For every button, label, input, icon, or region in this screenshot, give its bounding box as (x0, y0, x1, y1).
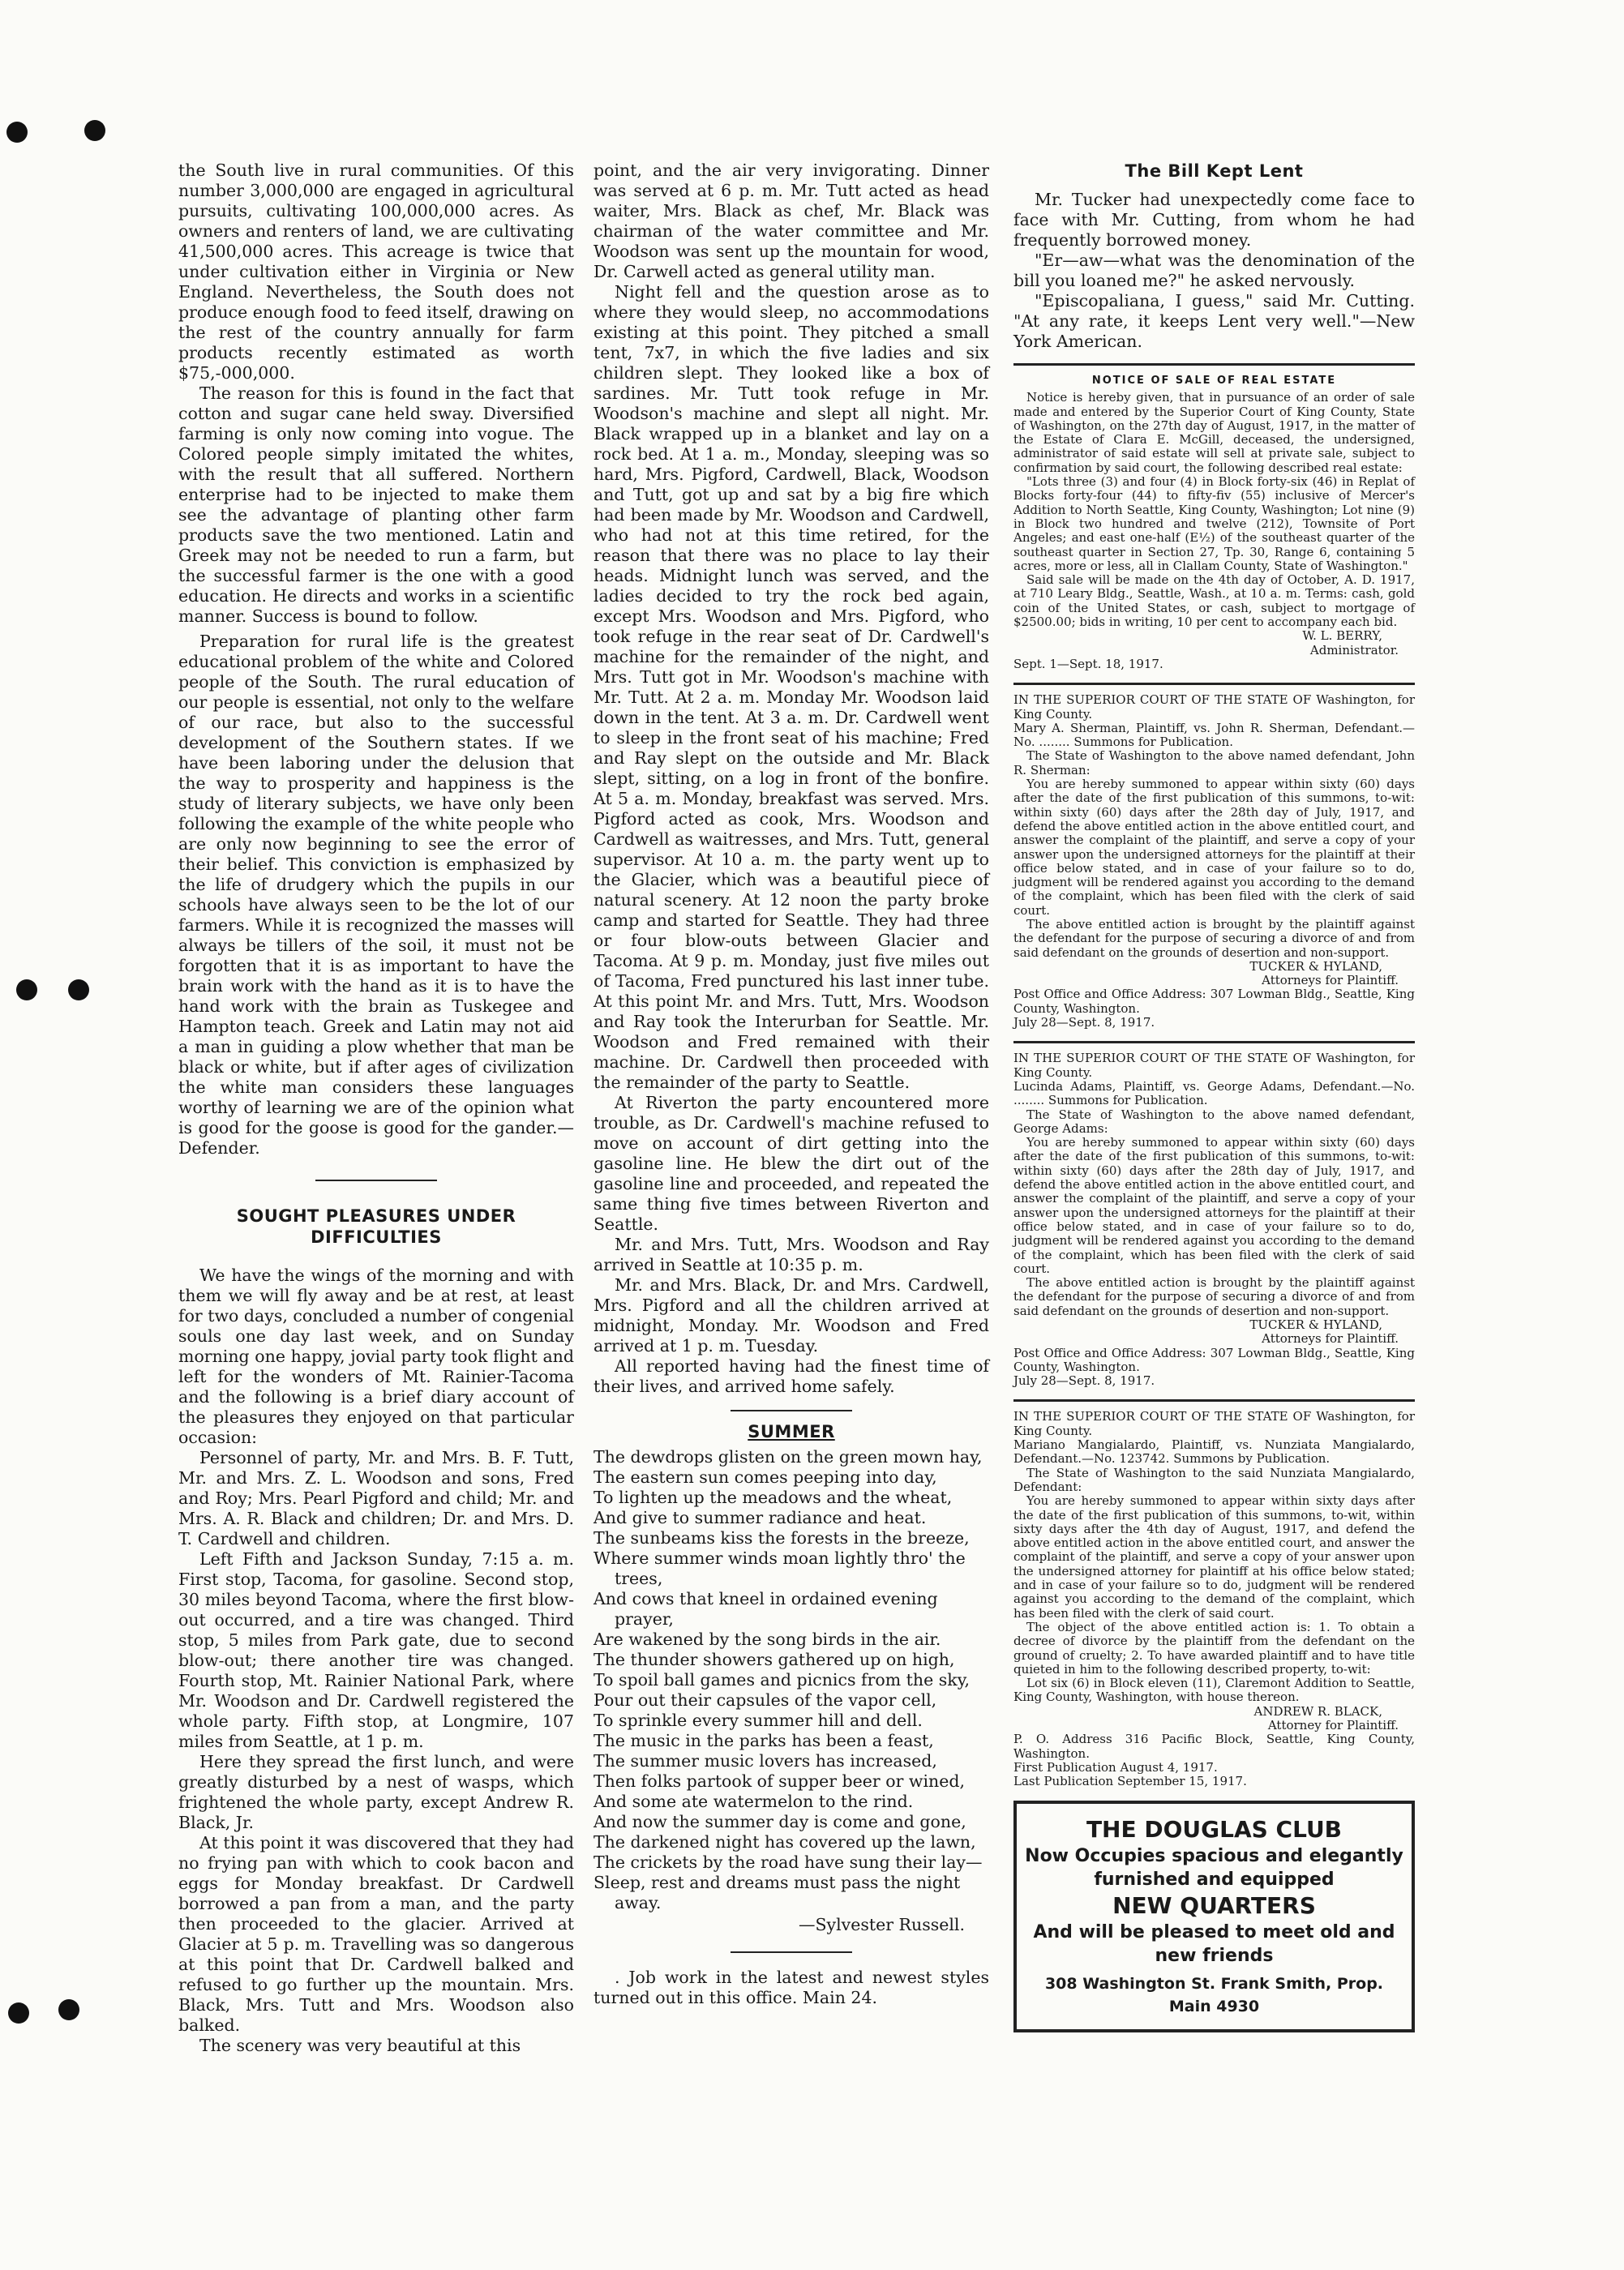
signature: TUCKER & HYLAND, (1249, 958, 1382, 974)
ad-line: Now Occupies spacious and elegantly furnished and equipped (1025, 1845, 1403, 1890)
article-paragraph: "Er—aw—what was the denomination of the bill you loaned me?" he asked nervously. (1013, 251, 1415, 290)
article-paragraph: Mr. Tucker had unexpectedly come face to face with Mr. Cutting, from whom he had frequently borrowed money. (1013, 190, 1415, 250)
publication-dates: Sept. 1—Sept. 18, 1917. (1013, 656, 1163, 671)
column-3 (1013, 161, 1415, 2032)
publication-dates: July 28—Sept. 8, 1917. (1013, 1373, 1155, 1389)
legal-paragraph: The object of the above entitled action is: 1. To obtain a decree of divorce by the plaintiff from the defendant on the ground of cruelty; 2. To have awarded plaintiff and to have title quieted in him to the following described property, to-wit: (1013, 1619, 1415, 1677)
case-line: Mary A. Sherman, Plaintiff, vs. John R. Sherman, Defendant.—No. ........ Summons for Publication. (1013, 720, 1415, 750)
ad-address: 308 Washington St. Frank Smith, Prop. (1044, 1974, 1384, 1993)
article-paragraph: The scenery was very beautiful at this (199, 2036, 521, 2055)
signature: TUCKER & HYLAND, (1249, 1317, 1382, 1332)
column-2 (593, 161, 989, 2008)
divider (1013, 1041, 1415, 1043)
article-heading: The Bill Kept Lent (1125, 161, 1304, 181)
divider (1013, 363, 1415, 366)
ad-phone: Main 4930 (1168, 1997, 1260, 2015)
signature: ANDREW R. BLACK, (1253, 1703, 1382, 1719)
poem-line: The dewdrops glisten on the green mown hay, (593, 1447, 983, 1467)
poem-line: The summer music lovers has increased, (593, 1751, 937, 1771)
publication-dates: Last Publication September 15, 1917. (1013, 1774, 1247, 1789)
poem (593, 1447, 989, 1935)
legal-paragraph: The State of Washington to the said Nunziata Mangialardo, Defendant: (1013, 1465, 1415, 1494)
article-paragraph: Personnel of party, Mr. and Mrs. B. F. Tutt, Mr. and Mrs. Z. L. Woodson and sons, Fred and Roy; Mrs. Pearl Pigford and child; Mr. and Mrs. A. R. Black and children; Dr. and Mrs. D. T. Cardwell and children. (178, 1448, 574, 1548)
punch-hole (16, 979, 37, 1000)
legal-paragraph: You are hereby summoned to appear within sixty (60) days after the date of the first publication of this summons, to-wit: within sixty (60) days after the 28th day of July, 1917, and defend the above entitled action in the above entitled court, and answer the complaint of the plaintiff, and serve a copy of your answer upon the undersigned attorneys for the plaintiff at their office below stated, and in case of your failure so to do, judgment will be rendered against you according to the demand of the complaint, which has been filed with the clerk of said court. (1013, 1135, 1415, 1276)
signature-title: Attorneys for Plaintiff. (1262, 973, 1399, 988)
legal-paragraph: The State of Washington to the above named defendant, John R. Sherman: (1013, 748, 1415, 777)
poem-line: To sprinkle every summer hill and dell. (593, 1711, 923, 1730)
divider (1013, 1399, 1415, 1402)
article-paragraph: "Episcopaliana, I guess," said Mr. Cutting. "At any rate, it keeps Lent very well."—New York American. (1013, 291, 1415, 351)
article-paragraph: the South live in rural communities. Of this number 3,000,000 are engaged in agricultural pursuits, cultivating 100,000,000 acres. As owners and renters of land, we are cultivating 41,500,000 acres. This acreage is twice that under cultivation either in Virginia or New England. Nevertheless, the South does not produce enough food to feed itself, drawing on the rest of the country annually for farm products recently estimated as worth $75,-000,000. (178, 161, 574, 383)
legal-paragraph: The above entitled action is brought by the plaintiff against the defendant for the purpose of securing a divorce of and from said defendant on the grounds of desertion and non-support. (1013, 916, 1415, 960)
publication-dates: First Publication August 4, 1917. (1013, 1759, 1218, 1775)
article-paragraph: All reported having had the finest time of their lives, and arrived home safely. (593, 1356, 989, 1396)
legal-notice-sherman (1013, 693, 1415, 1030)
signature-title: Administrator. (1309, 642, 1399, 657)
poem-line: To lighten up the meadows and the wheat, (593, 1488, 953, 1507)
punch-hole (8, 2002, 29, 2024)
punch-hole (6, 122, 28, 143)
poem-line: And give to summer radiance and heat. (593, 1508, 927, 1527)
court-heading: IN THE SUPERIOR COURT OF THE STATE OF Washington, for King County. (1013, 1051, 1415, 1080)
legal-paragraph: "Lots three (3) and four (4) in Block forty-six (46) in Replat of Blocks forty-four (44) to fifty-fiv (55) inclusive of Mercer's Addition to North Seattle, King County, Washington; Lot nine (9) in Block two hundred and twelve (212), Townsite of Port Angeles; and east one-half (E½) of the southeast quarter of the southeast quarter in Section 27, Tp. 30, Range 6, containing 5 acres, more or less, all in Clallam County, State of Washington." (1013, 474, 1415, 573)
legal-paragraph: The State of Washington to the above named defendant, George Adams: (1013, 1107, 1415, 1136)
legal-notice-mangialardo (1013, 1410, 1415, 1788)
legal-notice-real-estate (1013, 374, 1415, 671)
article-paragraph: Preparation for rural life is the greatest educational problem of the white and Colored people of the South. The rural education of our people is essential, not only to the welfare of our race, but also to the successful development of the Southern states. If we have been laboring under the delusion that the way to prosperity and happiness is the study of literary subjects, we have only been following the example of the white people who are only now beginning to see the error of their belief. This conviction is emphasized by the life of drudgery which the pupils in our schools have always seen to be the lot of our farmers. While it is recognized the masses will always be tillers of the soil, it must not be forgotten that it is as important to have the brain work with the hand as it is to have the hand work with the brain as Tuskegee and Hampton teach. Greek and Latin may not aid a man in guiding a plow whether that man be black or white, but if after ages of civilization the white man considers these languages worthy of learning we are of the opinion what is good for the goose is good for the gander.—Defender. (178, 632, 574, 1158)
poem-line: The music in the parks has been a feast, (593, 1731, 934, 1750)
poem-line: Where summer winds moan lightly thro' the trees, (593, 1548, 966, 1588)
punch-hole (58, 1999, 79, 2020)
legal-paragraph: Said sale will be made on the 4th day of October, A. D. 1917, at 710 Leary Bldg., Seattle, Wash., at 10 a. m. Terms: cash, gold coin of the United States, or cash, subject to mortgage of $2500.00; bids in writing, 10 per cent to accompany each bid. (1013, 572, 1415, 630)
article-heading: SOUGHT PLEASURES UNDER DIFFICULTIES (236, 1206, 516, 1247)
article-paragraph: Mr. and Mrs. Black, Dr. and Mrs. Cardwell, Mrs. Pigford and all the children arrived at midnight, Monday. Mr. Woodson and Fred arrived at 1 p. m. Tuesday. (593, 1275, 989, 1356)
signature-title: Attorneys for Plaintiff. (1262, 1331, 1399, 1347)
article-paragraph: Here they spread the first lunch, and were greatly disturbed by a nest of wasps, which frightened the whole party, except Andrew R. Black, Jr. (178, 1752, 574, 1832)
case-line: Mariano Mangialardo, Plaintiff, vs. Nunziata Mangialardo, Defendant.—No. 123742. Summons by Publication. (1013, 1437, 1415, 1467)
poem-line: The eastern sun comes peeping into day, (593, 1467, 937, 1487)
divider (1013, 683, 1415, 685)
article-paragraph: At this point it was discovered that they had no frying pan with which to cook bacon and eggs for Monday breakfast. Dr Cardwell borrowed a pan from a man, and the party then proceeded to the glacier. Arrived at Glacier at 5 p. m. Travelling was so dangerous at this point that Dr. Cardwell balked and refused to go further up the mountain. Mrs. Black, Mrs. Tutt and Mrs. Woodson also balked. (178, 1833, 574, 2035)
court-heading: IN THE SUPERIOR COURT OF THE STATE OF Washington, for King County. (1013, 1409, 1415, 1438)
poem-line: The thunder showers gathered up on high, (593, 1650, 955, 1669)
court-heading: IN THE SUPERIOR COURT OF THE STATE OF Washington, for King County. (1013, 692, 1415, 722)
legal-paragraph: The above entitled action is brought by the plaintiff against the defendant for the purpose of securing a divorce of and from said defendant on the grounds of desertion and non-support. (1013, 1275, 1415, 1318)
ad-line: And will be pleased to meet old and new friends (1033, 1921, 1395, 1966)
divider (315, 1180, 437, 1181)
legal-paragraph: Lot six (6) in Block eleven (11), Claremont Addition to Seattle, King County, Washington, with house thereon. (1013, 1676, 1415, 1705)
article-paragraph: Night fell and the question arose as to where they would sleep, no accommodations existing at this point. They pitched a small tent, 7x7, in which the five ladies and six children slept. They looked like a box of sardines. Mr. Tutt took refuge in Mr. Woodson's machine and slept all night. Mr. Black wrapped up in a blanket and lay on a rock bed. At 1 a. m., Monday, sleeping was so hard, Mrs. Pigford, Cardwell, Black, Woodson and Tutt, got up and sat by a big fire which had been made by Mr. Woodson and Cardwell, who had not at this time retired, for the reason that there was no place to lay their heads. Midnight lunch was served, and the ladies decided to try the rock bed again, except Mrs. Woodson and Mrs. Pigford, who took refuge in the rear seat of Dr. Cardwell's machine for the remainder of the night, and Mrs. Tutt got in Mr. Woodson's machine with Mr. Tutt. At 2 a. m. Monday Mr. Woodson laid down in the tent. At 3 a. m. Dr. Cardwell went to sleep in the front seat of his machine; Fred and Ray slept on the outside and Mr. Black slept, sitting, on a log in front of the bonfire. At 5 a. m. Monday, breakfast was served. Mrs. Pigford acted as cook, Mrs. Woodson and Cardwell as waitresses, and Mrs. Tutt, general supervisor. At 10 a. m. the party went up to the Glacier, which was a beautiful piece of natural scenery. At 12 noon the party broke camp and started for Seattle. They had three or four blow-outs between Glacier and Tacoma. At 9 p. m. Monday, just five miles out of Tacoma, Fred punctured his last inner tube. At this point Mr. and Mrs. Tutt, Mrs. Woodson and Ray took the Interurban for Seattle. Mr. Woodson and Fred remained with their machine. Dr. Cardwell then proceeded with the remainder of the party to Seattle. (593, 282, 989, 1092)
publication-dates: July 28—Sept. 8, 1917. (1013, 1015, 1155, 1030)
ad-title: THE DOUGLAS CLUB (1086, 1815, 1343, 1843)
poem-line: And some ate watermelon to the rind. (593, 1792, 914, 1811)
poem-author: —Sylvester Russell. (798, 1915, 965, 1934)
column-1 (178, 161, 574, 2056)
poem-line: To spoil ball games and picnics from the sky, (593, 1670, 971, 1690)
article-paragraph: We have the wings of the morning and with them we will fly away and be at rest, at least for two days, concluded a number of congenial souls one day last week, and on Sunday morning one happy, jovial party took flight and left for the wonders of Mt. Rainier-Tacoma and the following is a brief diary account of the pleasures they enjoyed on that particular occasion: (178, 1266, 574, 1447)
poem-title: SUMMER (748, 1422, 835, 1441)
office-address: P. O. Address 316 Pacific Block, Seattle, King County, Washington. (1013, 1732, 1415, 1761)
article-paragraph: At Riverton the party encountered more trouble, as Dr. Cardwell's machine refused to move on account of dirt getting into the gasoline line. He blew the dirt out of the gasoline line and proceeded, and repeated the same thing five times between Riverton and Seattle. (593, 1093, 989, 1234)
article-paragraph: point, and the air very invigorating. Dinner was served at 6 p. m. Mr. Tutt acted as head waiter, Mrs. Black as chef, Mr. Black was chairman of the water committee and Mr. Woodson was sent up the mountain for wood, Dr. Carwell acted as general utility man. (593, 161, 989, 281)
poem-line: The darkened night has covered up the lawn, (593, 1832, 976, 1852)
poem-line: The sunbeams kiss the forests in the breeze, (593, 1528, 970, 1548)
douglas-club-ad (1013, 1801, 1415, 2032)
punch-hole (84, 120, 105, 141)
poem-line: The crickets by the road have sung their lay— (593, 1852, 983, 1872)
poem-line: Are wakened by the song birds in the air. (593, 1630, 941, 1649)
poem-line: Sleep, rest and dreams must pass the night away. (593, 1873, 961, 1912)
case-line: Lucinda Adams, Plaintiff, vs. George Adams, Defendant.—No. ........ Summons for Publication. (1013, 1078, 1415, 1108)
article-paragraph: Left Fifth and Jackson Sunday, 7:15 a. m. First stop, Tacoma, for gasoline. Second stop, 30 miles beyond Tacoma, where the first blow-out occurred, and a tire was changed. Third stop, 5 miles from Park gate, due to second blow-out; there another tire was changed. Fourth stop, Mt. Rainier National Park, where Mr. Woodson and Dr. Cardwell registered the whole party. Fifth stop, at Longmire, 107 miles from Seattle, at 1 p. m. (178, 1549, 574, 1751)
divider (731, 1410, 852, 1411)
punch-hole (68, 979, 89, 1000)
legal-paragraph: Notice is hereby given, that in pursuance of an order of sale made and entered by the Superior Court of King County, State of Washington, on the 27th day of August, 1917, in the matter of the Estate of Clara E. McGill, deceased, the undersigned, administrator of said estate will sell at private sale, subject to confirmation by said court, the following described real estate: (1013, 390, 1415, 475)
office-address: Post Office and Office Address: 307 Lowman Bldg., Seattle, King County, Washington. (1013, 1345, 1415, 1374)
article-paragraph: The reason for this is found in the fact that cotton and sugar cane held sway. Diversified farming is only now coming into vogue. The Colored people simply imitated the whites, with the result that all suffered. Northern enterprise had to be injected to make them see the advantage of planting other farm products save the two mentioned. Latin and Greek may not be needed to run a farm, but the successful farmer is the one with a good education. He directs and works in a scientific manner. Success is bound to follow. (178, 383, 574, 626)
poem-line: And now the summer day is come and gone, (593, 1812, 966, 1831)
ad-quarters: NEW QUARTERS (1112, 1891, 1316, 1919)
poem-line: And cows that kneel in ordained evening prayer, (593, 1589, 938, 1629)
signature-title: Attorney for Plaintiff. (1267, 1718, 1399, 1733)
office-address: Post Office and Office Address: 307 Lowman Bldg., Seattle, King County, Washington. (1013, 987, 1415, 1016)
legal-paragraph: You are hereby summoned to appear within sixty days after the date of the first publication of this summons, to-wit, within sixty days after the 4th day of August, 1917, and defend the above entitled action in the above entitled court, and answer the complaint of the plaintiff, and serve a copy of your answer upon the undersigned attorney for plaintiff at his office below stated; and in case of your failure so to do, judgment will be rendered against you according to the demand of the complaint, which has been filed with the clerk of said court. (1013, 1493, 1415, 1621)
poem-line: Then folks partook of supper beer or wined, (593, 1771, 965, 1791)
divider (731, 1951, 852, 1953)
article-paragraph: Mr. and Mrs. Tutt, Mrs. Woodson and Ray arrived in Seattle at 10:35 p. m. (593, 1235, 989, 1274)
notice-title: NOTICE OF SALE OF REAL ESTATE (1091, 375, 1337, 387)
signature: W. L. BERRY, (1302, 628, 1382, 644)
legal-paragraph: You are hereby summoned to appear within sixty (60) days after the date of the first publication of this summons, to-wit: within sixty (60) days after the 28th day of July, 1917, and defend the above entitled action in the above entitled court, and answer the complaint of the plaintiff, and serve a copy of your answer upon the undersigned attorneys for the plaintiff at their office below stated, and in case of your failure so to do, judgment will be rendered against you according to the demand of the complaint, which has been filed with the clerk of said court. (1013, 777, 1415, 918)
poem-line: Pour out their capsules of the vapor cell, (593, 1690, 937, 1710)
job-work-notice: . Job work in the latest and newest styles turned out in this office. Main 24. (593, 1968, 989, 2007)
legal-notice-adams (1013, 1051, 1415, 1388)
